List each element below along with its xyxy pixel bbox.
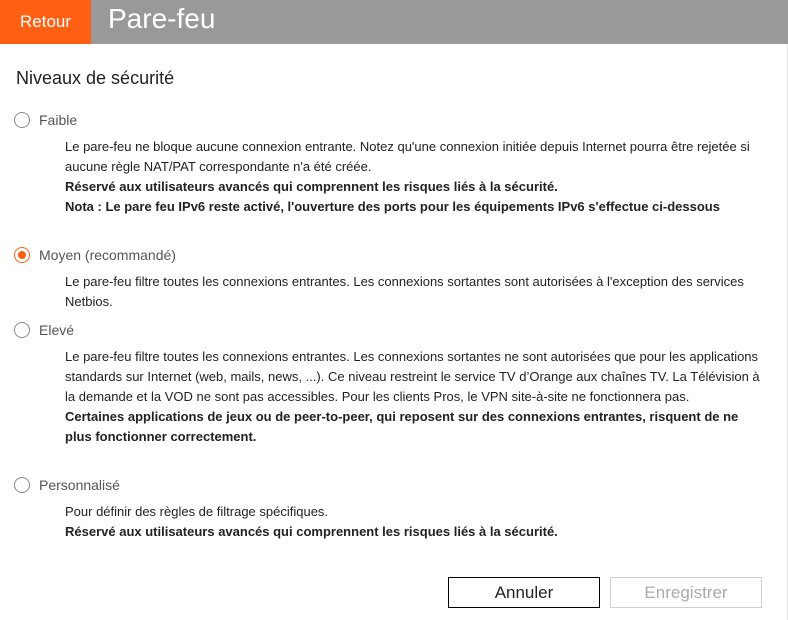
radio-moyen[interactable]	[14, 247, 30, 263]
section-title: Niveaux de sécurité	[16, 68, 175, 88]
description-text: Le pare-feu ne bloque aucune connexion entrante. Notez qu'une connexion initiée depuis Internet pourra être rejetée si aucune règle NAT/PAT correspondante n'a été créée.	[65, 139, 750, 174]
description-text: Le pare-feu filtre toutes les connexions entrantes. Les connexions sortantes sont autorisées à l'exception des services Netbios.	[65, 274, 744, 309]
option-eleve-description	[65, 347, 765, 447]
description-text: Le pare-feu filtre toutes les connexions entrantes. Les connexions sortantes ne sont autorisées que pour les applications standards sur Internet (web, mails, news, ...). Ce niveau restreint le service TV d’Orange aux chaînes TV. La Télévision à la demande et la VOD ne sont pas accessibles. Pour les clients Pros, le VPN site-à-site ne fonctionnera pas.	[65, 349, 760, 404]
warning-text: Certaines applications de jeux ou de peer-to-peer, qui reposent sur des connexions entrantes, risquent de ne plus fonctionner correctement.	[65, 409, 739, 444]
radio-faible[interactable]	[14, 112, 30, 128]
save-button[interactable]: Enregistrer	[610, 577, 762, 608]
option-faible[interactable]	[14, 110, 77, 130]
option-label: Faible	[39, 112, 78, 128]
warning-text: Réservé aux utilisateurs avancés qui comprennent les risques liés à la sécurité.	[65, 179, 558, 194]
option-eleve[interactable]	[14, 320, 74, 340]
option-faible-description	[65, 137, 765, 217]
description-text: Pour définir des règles de filtrage spécifiques.	[65, 504, 329, 519]
option-moyen-description	[65, 272, 765, 312]
warning-text: Réservé aux utilisateurs avancés qui comprennent les risques liés à la sécurité.	[65, 524, 558, 539]
page-title: Pare-feu	[108, 3, 216, 34]
option-personnalise[interactable]	[14, 475, 120, 495]
cancel-button[interactable]: Annuler	[448, 577, 600, 608]
option-personnalise-description	[65, 502, 765, 542]
option-label: Elevé	[39, 322, 75, 338]
back-button[interactable]: Retour	[0, 0, 91, 44]
option-label: Moyen (recommandé)	[39, 247, 176, 263]
ipv6-note-text: Nota : Le pare feu IPv6 reste activé, l'ouverture des ports pour les équipements IPv6 s'effectue ci-dessous	[65, 199, 720, 214]
option-moyen[interactable]	[14, 245, 176, 265]
radio-personnalise[interactable]	[14, 477, 30, 493]
option-label: Personnalisé	[39, 477, 120, 493]
radio-eleve[interactable]	[14, 322, 30, 338]
header-bar	[0, 0, 788, 44]
